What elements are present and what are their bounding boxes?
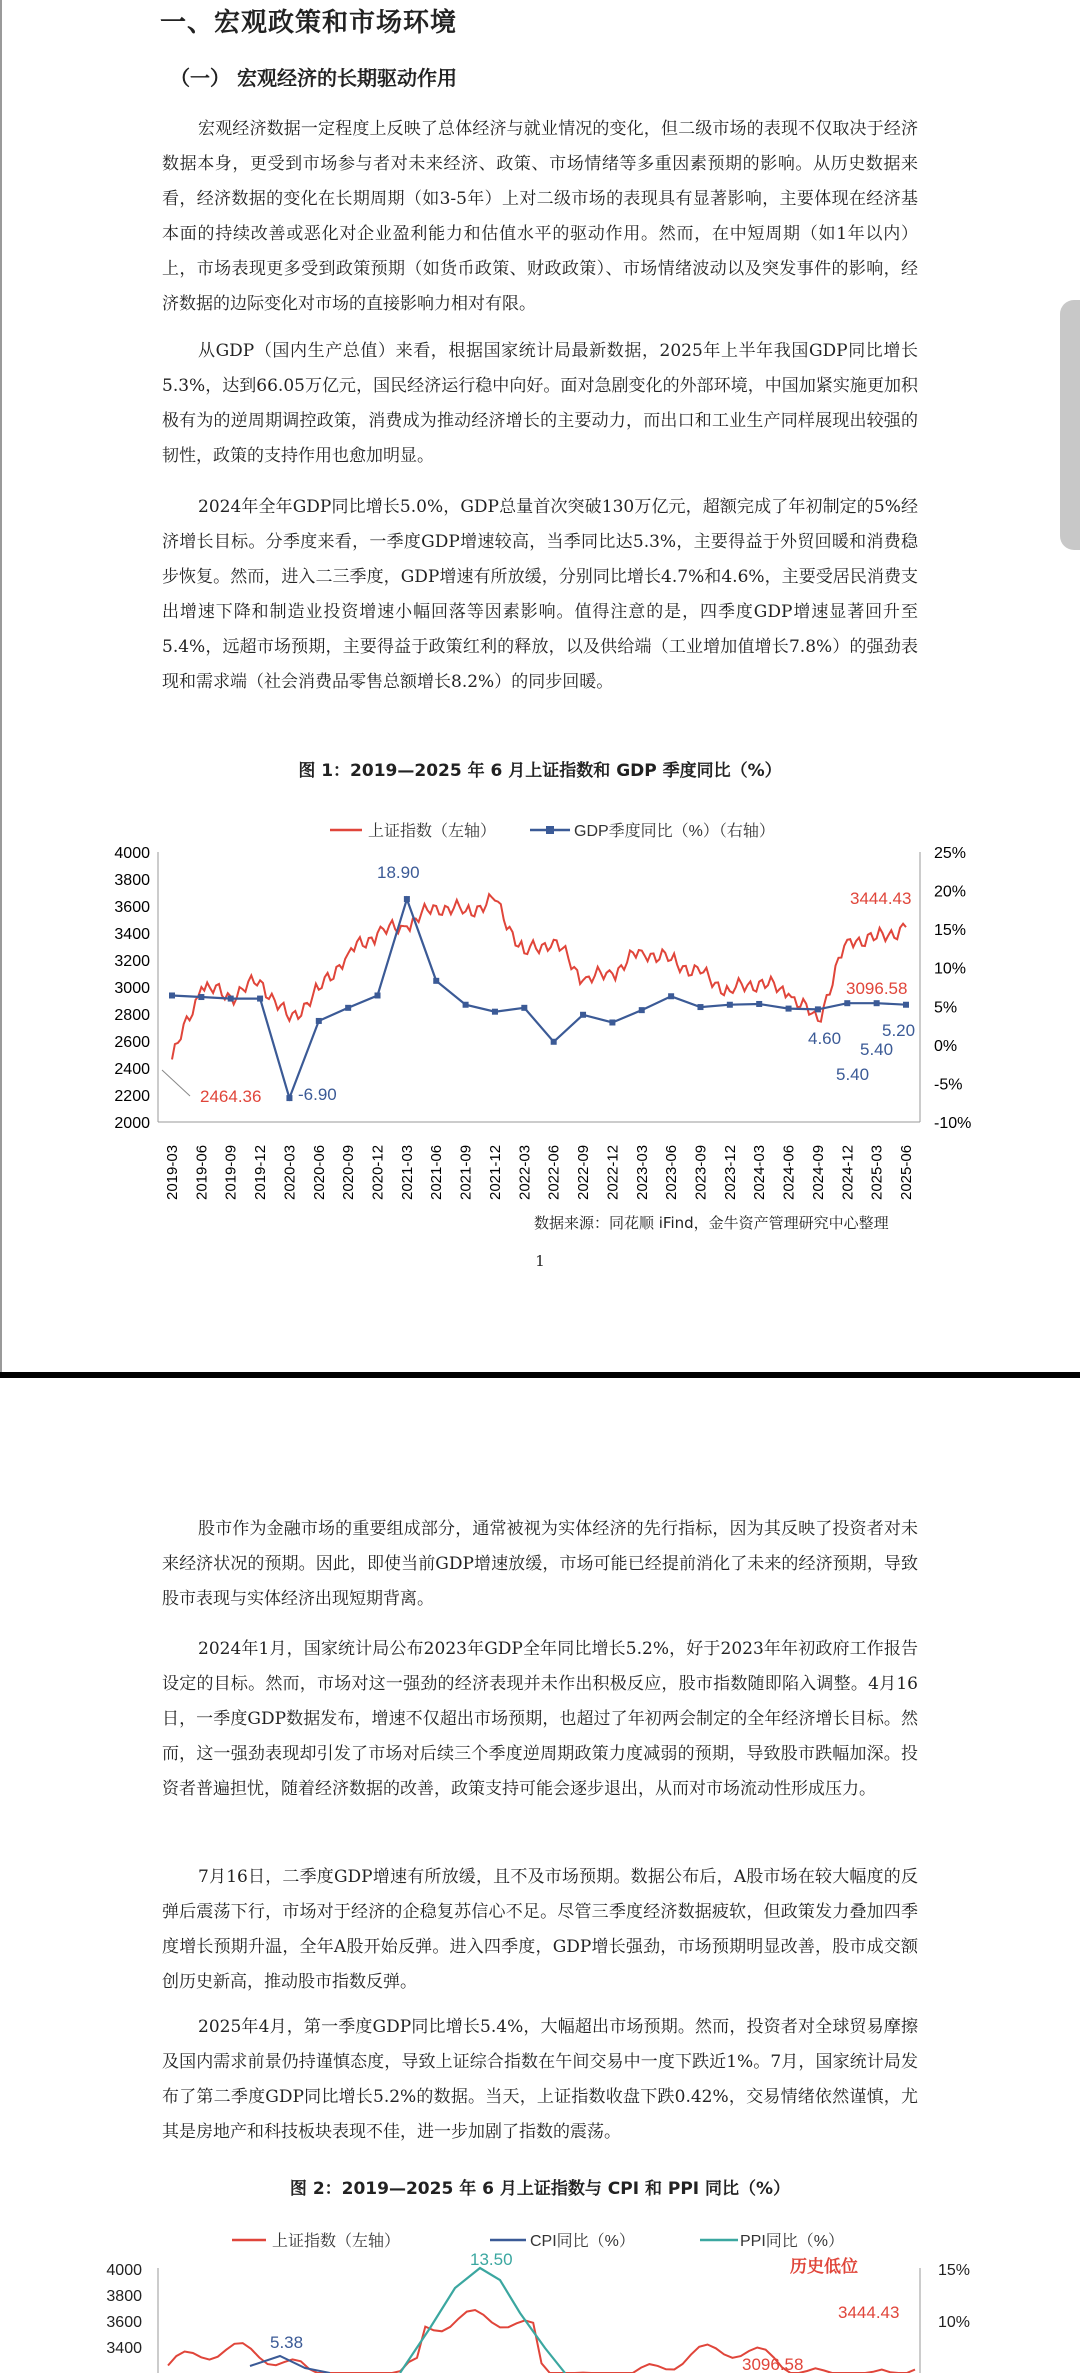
figure-title: 图 2：2019—2025 年 6 月上证指数与 CPI 和 PPI 同比（%） (289, 2179, 791, 2199)
y-tick-left: 4000 (114, 845, 150, 862)
annotation-gdp-q4: 5.40 (836, 1065, 870, 1084)
gdp-point (316, 1018, 322, 1024)
x-tick-label: 2024-12 (839, 1144, 857, 1200)
annotation-cpi: 5.38 (270, 2333, 304, 2352)
gdp-point (257, 996, 263, 1002)
y-tick: 3800 (106, 2288, 142, 2305)
x-tick-label: 2024-09 (809, 1144, 827, 1200)
annotation-index-last: 3444.43 (850, 889, 912, 908)
x-tick-label: 2025-03 (868, 1144, 886, 1200)
gdp-point (492, 1009, 498, 1015)
x-tick-label: 2023-03 (633, 1144, 651, 1200)
annotation-gdp-q3: 4.60 (808, 1029, 842, 1048)
annotation-gdp-low: -6.90 (298, 1085, 337, 1104)
x-tick-label: 2020-12 (369, 1144, 387, 1200)
gdp-point (345, 1005, 351, 1011)
x-tick-label: 2021-09 (457, 1144, 475, 1200)
gdp-point (286, 1095, 292, 1101)
gdp-point (228, 996, 234, 1002)
y-tick: 3600 (106, 2314, 142, 2331)
annotation-gdp-q2: 5.20 (882, 1021, 916, 1040)
paragraph: 2024年全年GDP同比增长5.0%，GDP总量首次突破130万亿元，超额完成了年初制定的5%经济增长目标。分季度来看，一季度GDP增速较高，当季同比达5.3%，主要得益于外贸回暖和消费稳步恢复。然而，进入二三季度，GDP增速有所放缓，分别同比增长4.7%和4.6%，主要受居民消费支出增速下降和制造业投资增速小幅回落等因素影响。值得注意的是，四季度GDP增速显著回升至5.4%，远超市场预期，主要得益于政策红利的释放，以及供给端（工业增加值增长7.8%）的强劲表现和需求端（社会消费品零售总额增长8.2%）的同步回暖。 (162, 497, 918, 692)
gdp-point (903, 1002, 909, 1008)
x-tick-label: 2020-06 (310, 1144, 328, 1200)
gdp-point (609, 1019, 615, 1025)
chart-1 (0, 800, 1080, 1220)
annotation-historical-low: 历史低位 (790, 2257, 858, 2276)
gdp-point (697, 1004, 703, 1010)
x-tick-label: 2023-09 (692, 1144, 710, 1200)
paragraph: 宏观经济数据一定程度上反映了总体经济与就业情况的变化，但二级市场的表现不仅取决于经济数据本身，更受到市场参与者对未来经济、政策、市场情绪等多重因素预期的影响。从历史数据来看，经济数据的变化在长期周期（如3-5年）上对二级市场的表现具有显著影响，主要体现在经济基本面的持续改善或恶化对企业盈利能力和估值水平的驱动作用。然而，在中短周期（如1年以内）上，市场表现更多受到政策预期（如货币政策、财政政策）、市场情绪波动以及突发事件的影响，经济数据的边际变化对市场的直接影响力相对有限。 (162, 119, 918, 314)
y-tick-left: 2000 (114, 1115, 150, 1132)
x-tick-label: 2025-06 (898, 1144, 915, 1200)
y-tick-left: 2600 (114, 1034, 150, 1051)
gdp-point (404, 896, 410, 902)
document-page-2 (0, 1378, 1080, 2373)
legend-ppi: PPI同比（%） (740, 2233, 845, 2250)
gdp-point (433, 978, 439, 984)
x-tick-label: 2021-06 (428, 1144, 446, 1200)
y-tick: 4000 (106, 2262, 142, 2279)
gdp-points (169, 896, 909, 1101)
x-tick-label: 2021-03 (398, 1144, 416, 1200)
gdp-point (551, 1039, 557, 1045)
gdp-point (580, 1012, 586, 1018)
annotation-ppi-peak: 13.50 (470, 2250, 513, 2269)
chart-2 (0, 2218, 1080, 2373)
y-tick-left: 3400 (114, 926, 150, 943)
y-tick-right: 15% (934, 922, 967, 940)
index-series-line (172, 894, 906, 1059)
y-tick-right: -5% (934, 1076, 963, 1094)
legend-index: 上证指数（左轴） (368, 823, 497, 840)
paragraph: 股市作为金融市场的重要组成部分，通常被视为实体经济的先行指标，因为其反映了投资者对未来经济状况的预期。因此，即使当前GDP增速放缓，市场可能已经提前消化了未来的经济预期，导致股市表现与实体经济出现短期背离。 (162, 1519, 918, 1609)
gdp-point (874, 1000, 880, 1006)
gdp-point (463, 1002, 469, 1008)
gdp-point (521, 1005, 527, 1011)
section-heading: 一、宏观政策和市场环境 (160, 8, 458, 38)
x-tick-label: 2021-12 (486, 1144, 504, 1200)
x-tick-label: 2022-09 (575, 1144, 593, 1200)
paragraph: 7月16日，二季度GDP增速有所放缓，且不及市场预期。数据公布后，A股市场在较大幅度的反弹后震荡下行，市场对于经济的企稳复苏信心不足。尽管三季度经济数据疲软，但政策发力叠加四季度增长预期升温，全年A股开始反弹。进入四季度，GDP增长强劲，市场预期明显改善，股市成交额创历史新高，推动股市指数反弹。 (162, 1867, 918, 1992)
x-tick-label: 2023-06 (663, 1144, 681, 1200)
y-tick-left: 2200 (114, 1088, 150, 1105)
gdp-series-line (172, 899, 906, 1098)
x-tick-label: 2024-06 (780, 1144, 798, 1200)
paragraph: 2025年4月，第一季度GDP同比增长5.4%，大幅超出市场预期。然而，投资者对全球贸易摩擦及国内需求前景仍持谨慎态度，导致上证综合指数在午间交易中一度下跌近1%。7月，国家统计局发布了第二季度GDP同比增长5.2%的数据。当天，上证指数收盘下跌0.42%，交易情绪依然谨慎，尤其是房地产和科技板块表现不佳，进一步加剧了指数的震荡。 (162, 2017, 918, 2142)
x-tick-label: 2022-12 (604, 1144, 622, 1200)
y-tick-right: 25% (934, 845, 967, 862)
figure-title: 图 1：2019—2025 年 6 月上证指数和 GDP 季度同比（%） (298, 761, 782, 781)
annotation-index-mid: 3096.58 (742, 2355, 804, 2373)
annotation-index-low: 2464.36 (200, 1087, 262, 1106)
legend-index: 上证指数（左轴） (272, 2233, 401, 2250)
y-tick-right: 20% (934, 883, 967, 901)
legend-gdp: GDP季度同比（%）（右轴） (574, 823, 775, 840)
y-axis-right (934, 845, 971, 1132)
gdp-point (844, 1000, 850, 1006)
x-tick-label: 2023-12 (721, 1144, 739, 1200)
y-tick-left: 3600 (114, 899, 150, 916)
y-tick-right: 5% (934, 999, 958, 1017)
gdp-point (169, 992, 175, 998)
gdp-point (727, 1002, 733, 1008)
gdp-point (375, 992, 381, 998)
y-tick-left: 2400 (114, 1061, 150, 1078)
x-tick-label: 2019-06 (193, 1144, 211, 1200)
subsection-heading: （一） 宏观经济的长期驱动作用 (170, 66, 457, 90)
y-tick-left: 3800 (114, 872, 150, 889)
x-tick-label: 2019-12 (252, 1144, 270, 1200)
y-tick-left: 3200 (114, 953, 150, 970)
legend-cpi: CPI同比（%） (530, 2233, 635, 2250)
annotation-gdp-peak: 18.90 (377, 863, 420, 882)
y-tick: 3400 (106, 2340, 142, 2357)
x-tick-label: 2020-03 (281, 1144, 299, 1200)
gdp-point (815, 1006, 821, 1012)
annotation-gdp-q1: 5.40 (860, 1040, 894, 1059)
page-number: 1 (535, 1252, 545, 1270)
y-tick-right: -10% (934, 1115, 972, 1132)
x-axis-labels (164, 1145, 915, 1200)
x-tick-label: 2019-03 (164, 1144, 181, 1200)
x-tick-label: 2022-03 (516, 1144, 534, 1200)
data-source: 数据来源：同花顺 iFind，金牛资产管理研究中心整理 (534, 1214, 889, 1232)
gdp-point (786, 1006, 792, 1012)
gdp-point (198, 994, 204, 1000)
paragraph: 从GDP（国内生产总值）来看，根据国家统计局最新数据，2025年上半年我国GDP同比增长5.3%，达到66.05万亿元，国民经济运行稳中向好。面对急剧变化的外部环境，中国加紧实施更加积极有为的逆周期调控政策，消费成为推动经济增长的主要动力，而出口和工业生产同样展现出较强的韧性，政策的支持作用也愈加明显。 (162, 341, 918, 466)
y-tick-right: 10% (934, 960, 967, 978)
x-tick-label: 2024-03 (751, 1144, 769, 1200)
x-tick-label: 2022-06 (545, 1144, 563, 1200)
y-tick-right: 10% (938, 2314, 971, 2331)
scrollbar-thumb[interactable] (1060, 300, 1080, 550)
paragraph: 2024年1月，国家统计局公布2023年GDP全年同比增长5.2%，好于2023年年初政府工作报告设定的目标。然而，市场对这一强劲的经济表现并未作出积极反应，股市指数随即陷入调整。4月16日，一季度GDP数据发布，增速不仅超出市场预期，也超过了年初两会制定的全年经济增长目标。然而，这一强劲表现却引发了市场对后续三个季度逆周期政策力度减弱的预期，导致股市跌幅加深。投资者普遍担忧，随着经济数据的改善，政策支持可能会逐步退出，从而对市场流动性形成压力。 (162, 1639, 918, 1799)
gdp-point (668, 993, 674, 999)
x-tick-label: 2020-09 (340, 1144, 358, 1200)
annotation-index-mid: 3096.58 (846, 979, 908, 998)
y-tick-right: 0% (934, 1037, 958, 1055)
y-tick-right: 15% (938, 2262, 971, 2279)
gdp-point (756, 1001, 762, 1007)
annotation-index-last: 3444.43 (838, 2303, 900, 2322)
y-axis-left (114, 845, 150, 1132)
x-tick-label: 2019-09 (222, 1144, 240, 1200)
gdp-point (639, 1007, 645, 1013)
y-tick-left: 2800 (114, 1007, 150, 1024)
y-tick-left: 3000 (114, 980, 150, 997)
